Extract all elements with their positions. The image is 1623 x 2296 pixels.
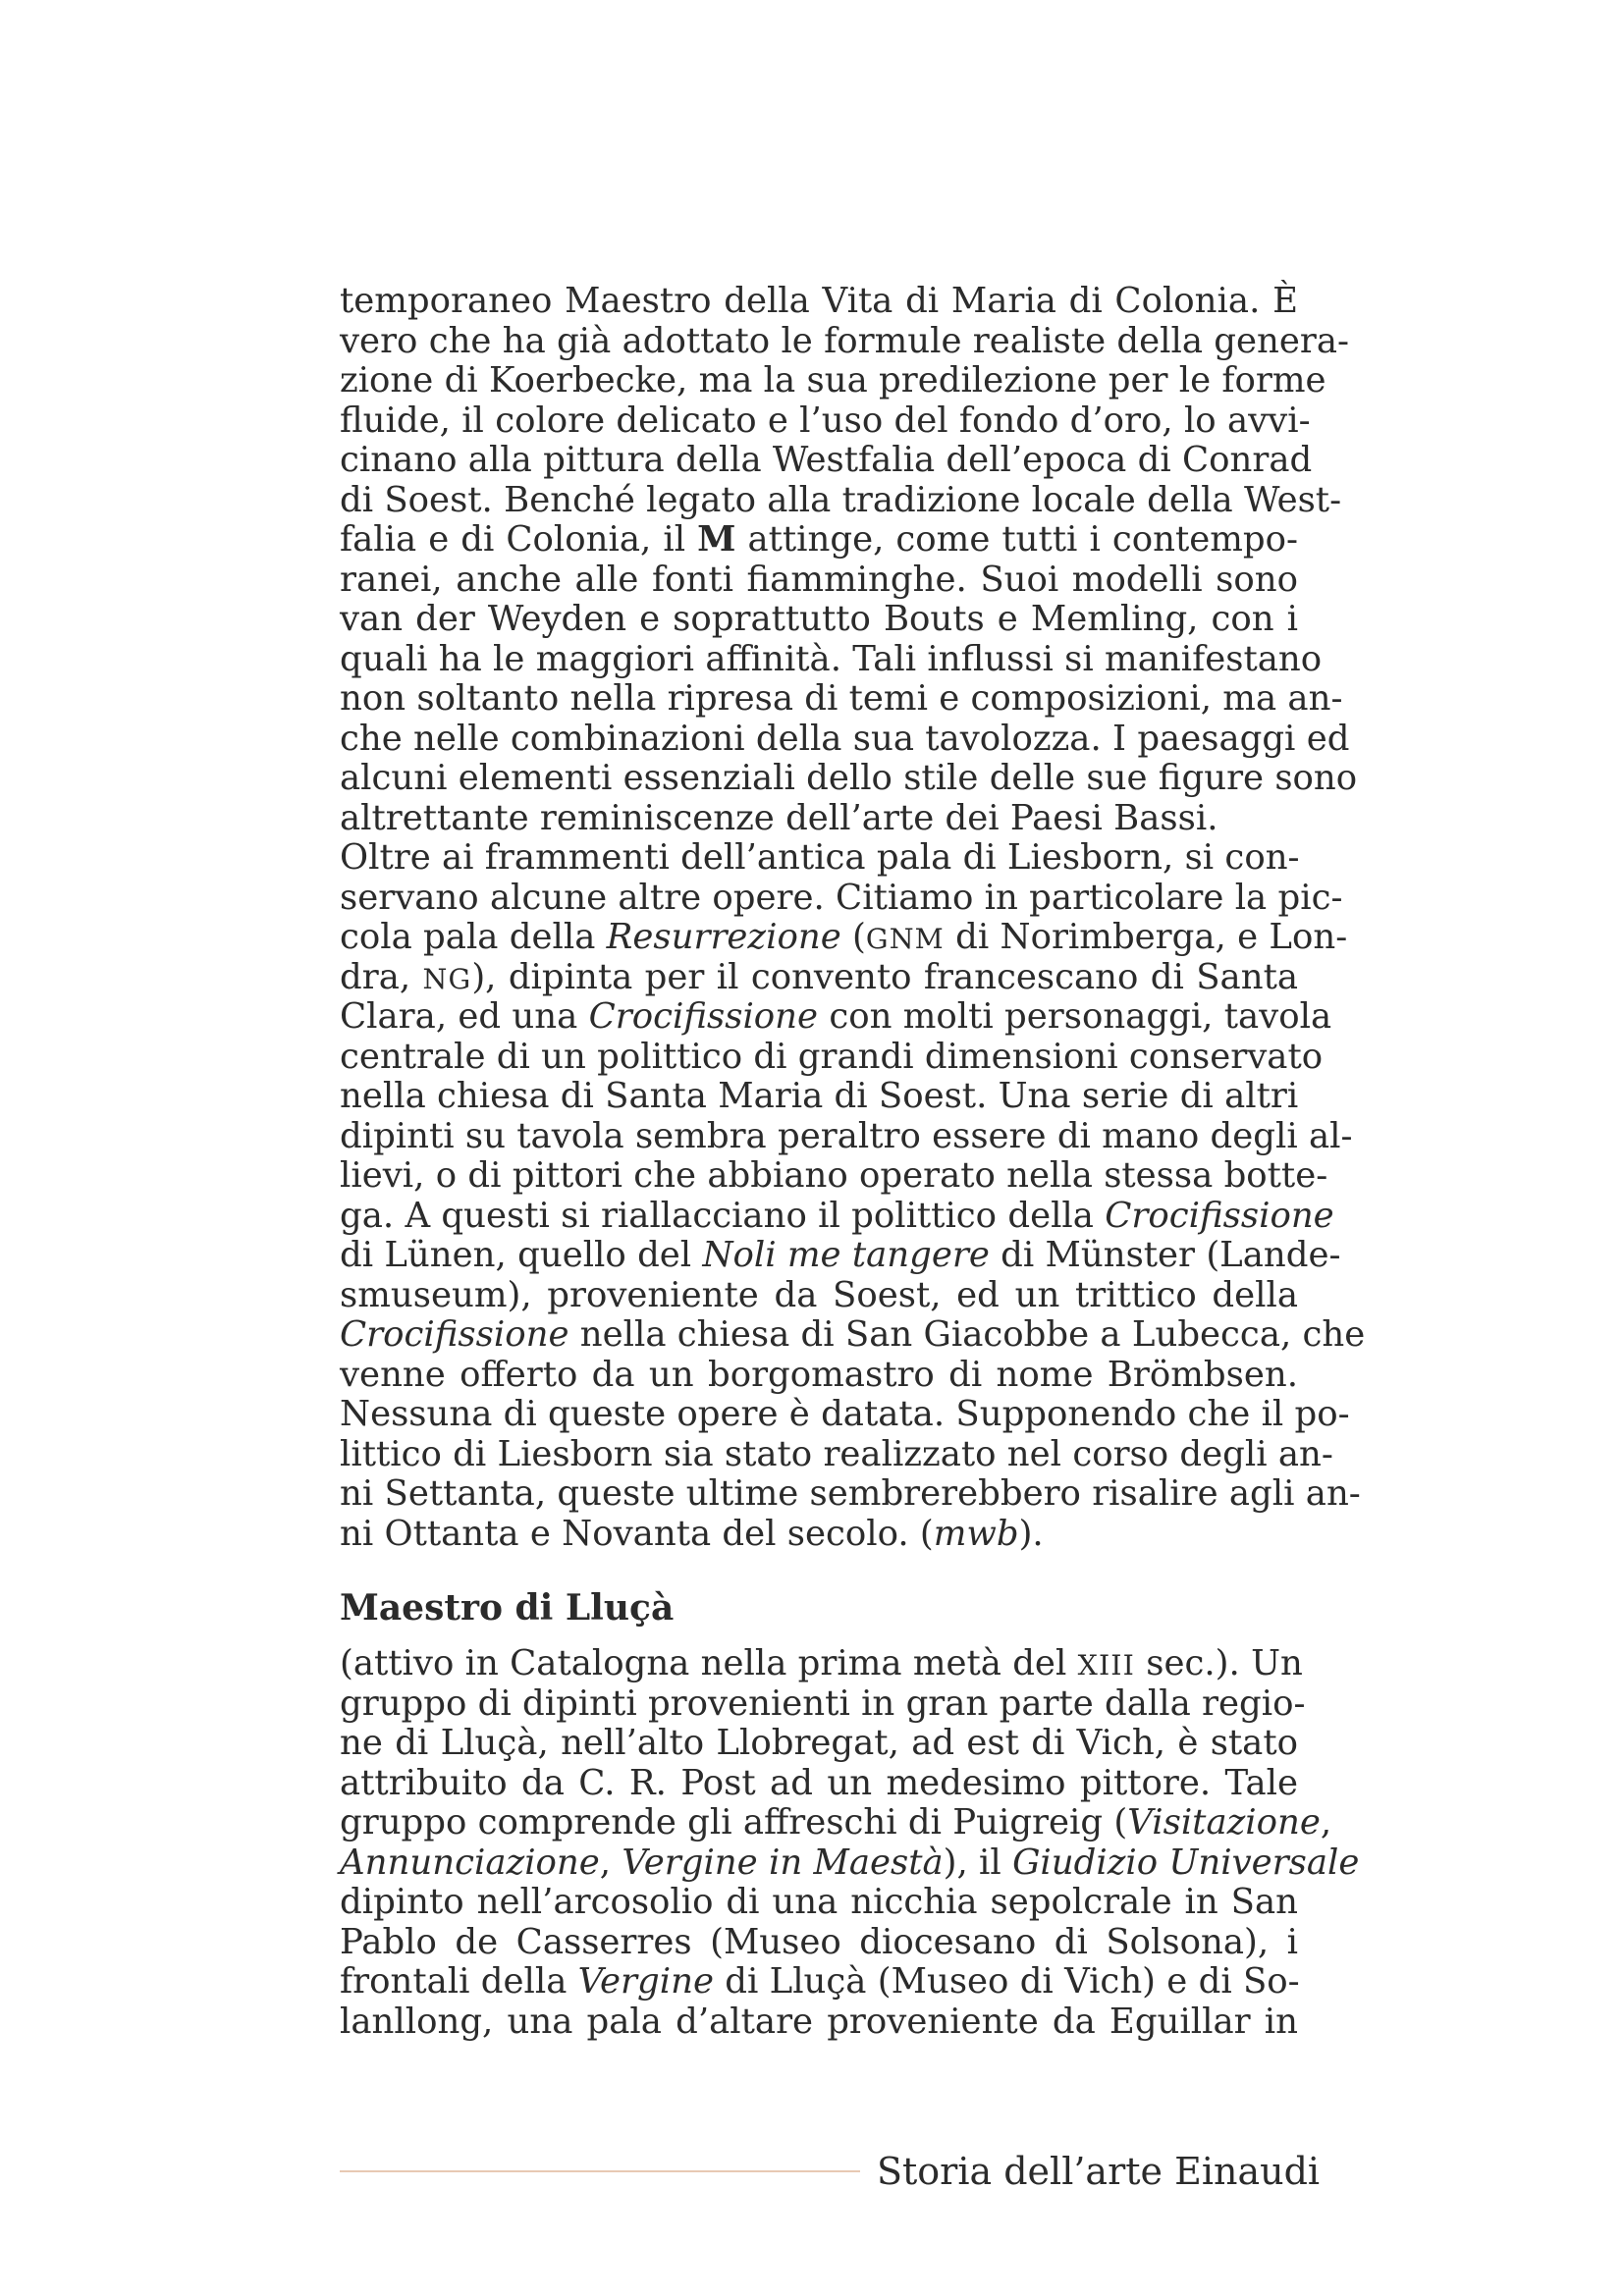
text-line [340,1643,1303,1684]
text-line: littico di Liesborn sia stato realizzato nel corso degli an- [340,1433,1333,1474]
text-line: lanllong, una pala d’altare proveniente da Eguillar in [340,2001,1298,2042]
text-run: nella chiesa di San Giacobbe a Lubecca, che [568,1314,1366,1355]
text-line: vero che ha già adottato le formule realiste della genera- [340,320,1350,361]
text-line: ni Settanta, queste ultime sembrerebbero risalire agli an- [340,1473,1361,1514]
text-line: altrettante reminiscenze dell’arte dei Paesi Bassi. [340,797,1218,838]
text-line [340,1235,1341,1276]
text-line [340,1962,1298,2002]
text-run: di Lünen, quello del [340,1235,703,1275]
text-line: zione di Koerbecke, ma la sua predilezione per le forme [340,360,1326,400]
text-line: smuseum), proveniente da Soest, ed un trittico della [340,1274,1298,1315]
text-run: ni Ottanta e Novanta del secolo. ( [340,1513,934,1554]
text-run: ), il [943,1842,1013,1883]
artwork-title: Giudizio Universale [1012,1842,1360,1883]
museum-abbreviation: GNM [865,923,945,955]
text-line [340,996,1332,1038]
text-run: attinge, come tutti i contempo- [735,519,1298,560]
text-run: Clara, ed una [340,996,589,1037]
text-line: cinano alla pittura della Westfalia dell’epoca di Conrad [340,440,1313,480]
artwork-title: Crocifissione [1105,1195,1334,1236]
footer-publisher: Storia dell’arte Einaudi [877,2150,1321,2193]
bold-abbreviation: M [697,519,736,560]
text-line: di Soest. Benché legato alla tradizione locale della West- [340,479,1342,520]
text-line: servano alcune altre opere. Citiamo in particolare la pic- [340,877,1343,918]
text-line: alcuni elementi essenziali dello stile delle sue figure sono [340,758,1358,798]
artwork-title: Crocifissione [340,1314,569,1355]
text-line: ranei, anche alle fonti fiamminghe. Suoi modelli sono [340,559,1298,600]
text-run: (attivo in Catalogna nella prima metà del [340,1643,1078,1683]
entry-text [340,1643,1360,2042]
text-line: nella chiesa di Santa Maria di Soest. Una serie di altri [340,1076,1299,1116]
text-line: non soltanto nella ripresa di temi e composizioni, ma an- [340,678,1343,719]
text-run: ga. A questi si riallacciano il polittico della [340,1195,1106,1236]
text-line [340,958,1298,998]
text-run: di Lluçà (Museo di Vich) e di So- [713,1961,1300,2002]
text-line: dipinti su tavola sembra peraltro essere di mano degli al- [340,1115,1353,1156]
artwork-title: Vergine [577,1961,714,2002]
text-line: dipinto nell’arcosolio di una nicchia sepolcrale in San [340,1882,1298,1922]
text-run: di Münster (Lande- [989,1235,1341,1275]
text-line [340,1515,1298,1555]
text-line [340,1842,1360,1884]
text-run: , [599,1842,622,1883]
text-line [340,1802,1332,1843]
author-initials: mwb [933,1513,1019,1554]
text-line: fluide, il colore delicato e l’uso del fondo d’oro, lo avvi- [340,400,1311,441]
entry-heading: Maestro di Lluçà [340,1587,675,1629]
text-line: ne di Lluçà, nell’alto Llobregat, ad est di Vich, è stato [340,1723,1298,1763]
text-run: di Norimberga, e Lon- [944,917,1348,957]
text-line: lievi, o di pittori che abbiano operato nella stessa botte- [340,1155,1328,1196]
text-line [340,1314,1366,1356]
text-run: sec.). Un [1135,1643,1303,1683]
artwork-title: Noli me tangere [702,1235,990,1275]
text-run: ( [840,917,866,957]
text-run: con molti personaggi, tavola [818,996,1332,1037]
text-line: venne offerto da un borgomastro di nome Brömbsen. [340,1354,1298,1395]
artwork-title: Resurrezione [606,917,841,957]
text-line: Oltre ai frammenti dell’antica pala di Liesborn, si con- [340,837,1300,878]
text-line: che nelle combinazioni della sua tavolozza. I paesaggi ed [340,718,1350,759]
artwork-title: Crocifissione [588,996,819,1037]
text-run: falia e di Colonia, il [340,519,698,560]
text-line: temporaneo Maestro della Vita di Maria di Colonia. È [340,281,1298,321]
century-numeral: XIII [1077,1649,1135,1682]
text-line: attribuito da C. R. Post ad un medesimo pittore. Tale [340,1762,1298,1803]
footer-rule [340,2170,860,2172]
text-line: gruppo di dipinti provenienti in gran parte dalla regio- [340,1682,1306,1724]
text-run: frontali della [340,1961,578,2002]
text-line: Pablo de Casserres (Museo diocesano di Solsona), i [340,1921,1298,1962]
text-run: gruppo comprende gli affreschi di Puigreig ( [340,1802,1128,1842]
text-line: Nessuna di queste opere è datata. Supponendo che il po- [340,1394,1350,1434]
text-line: van der Weyden e soprattutto Bouts e Memling, con i [340,599,1298,639]
text-run: cola pala della [340,917,607,957]
artwork-title: Visitazione [1127,1802,1321,1842]
paragraph-continued [340,281,1366,1554]
text-line [340,520,1298,561]
text-line: centrale di un polittico di grandi dimensioni conservato [340,1036,1324,1077]
text-line [340,917,1348,958]
artwork-title: Annunciazione [340,1842,600,1883]
text-run: ). [1018,1513,1044,1554]
text-line [340,1195,1334,1237]
text-line: quali ha le maggiori affinità. Tali influssi si manifestano [340,638,1323,679]
text-run: , [1320,1802,1332,1842]
text-run: ), dipinta per il convento francescano di Santa [471,956,1299,997]
text-run: dra, [340,956,423,997]
artwork-title: Vergine in Maestà [622,1842,944,1883]
museum-abbreviation: NG [422,962,472,995]
